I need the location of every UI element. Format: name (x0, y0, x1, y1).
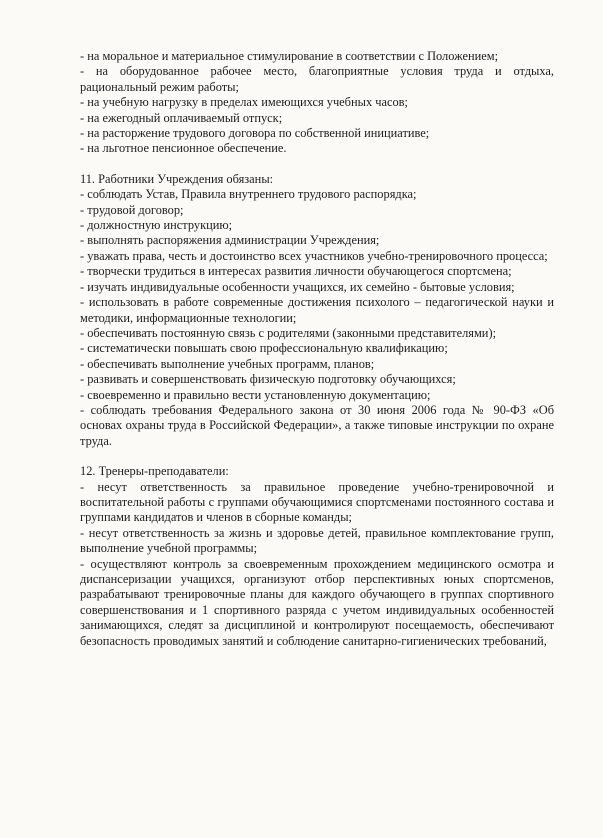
rights-item: - на учебную нагрузку в пределах имеющихся учебных часов; (80, 95, 408, 110)
rights-item: - на льготное пенсионное обеспечение. (80, 141, 287, 156)
trainer-item: - несут ответственность за правильное проведение учебно-тренировочной и воспитательной работы с группами обучающимися спортсменами постоянного состава и группами кандидатов и членов в сборные команды; (80, 479, 554, 525)
section-gap (80, 157, 554, 172)
duty-item: - должностную инструкцию; (80, 218, 233, 233)
duty-item: - систематически повышать свою профессиональную квалификацию; (80, 341, 448, 356)
document-body (80, 49, 554, 649)
rights-item: - на оборудованное рабочее место, благоприятные условия труда и отдыха, рациональный режим работы; (80, 64, 554, 94)
duty-item: - трудовой договор; (80, 202, 184, 217)
duty-item: - развивать и совершенствовать физическую подготовку обучающихся; (80, 372, 456, 387)
duty-item: - соблюдать Устав, Правила внутреннего трудового распорядка; (80, 187, 417, 202)
section-11-heading: 11. Работники Учреждения обязаны: (80, 171, 274, 186)
duty-item: - творчески трудиться в интересах развития личности обучающегося спортсмена; (80, 264, 512, 279)
rights-item: - на ежегодный оплачиваемый отпуск; (80, 110, 283, 125)
rights-item: - на расторжение трудового договора по собственной инициативе; (80, 126, 430, 141)
duty-item: - уважать права, честь и достоинство всех участников учебно-тренировочного процесса; (80, 248, 548, 263)
trainer-item: - осуществляют контроль за своевременным прохождением медицинского осмотра и диспансеризации учащихся, организуют отбор перспективных юных спортсменов, разрабатывают тренировочные планы для каждого обучающего в группах спортивного совершенствования и 1 спортивного разряда с учетом индивидуальных особенностей занимающихся, следят за дисциплиной и контролируют посещаемость, обеспечивают безопасность проводимых занятий и соблюдение санитарно-гигиенических требований, (80, 556, 554, 648)
trainer-item: - несут ответственность за жизнь и здоровье детей, правильное комплектование групп, выполнение учебной программы; (80, 525, 554, 556)
section-12-heading: 12. Тренеры-преподаватели: (80, 464, 229, 479)
rights-item: - на моральное и материальное стимулирование в соответствии с Положением; (80, 49, 499, 63)
duty-item: - соблюдать требования Федерального закона от 30 июня 2006 года № 90-ФЗ «Об основах охраны труда в Российской Федерации», а также типовые инструкции по охране труда. (80, 402, 554, 448)
duty-item: - своевременно и правильно вести установленную документацию; (80, 387, 431, 402)
section-gap (80, 449, 554, 464)
duty-item: - обеспечивать постоянную связь с родителями (законными представителями); (80, 325, 497, 340)
duty-item: - обеспечивать выполнение учебных программ, планов; (80, 356, 375, 371)
duty-item: - изучать индивидуальные особенности учащихся, их семейно - бытовые условия; (80, 279, 515, 294)
duty-item: - использовать в работе современные достижения психолого – педагогической науки и методики, информационные технологии; (80, 295, 554, 325)
duty-item: - выполнять распоряжения администрации Учреждения; (80, 233, 380, 248)
